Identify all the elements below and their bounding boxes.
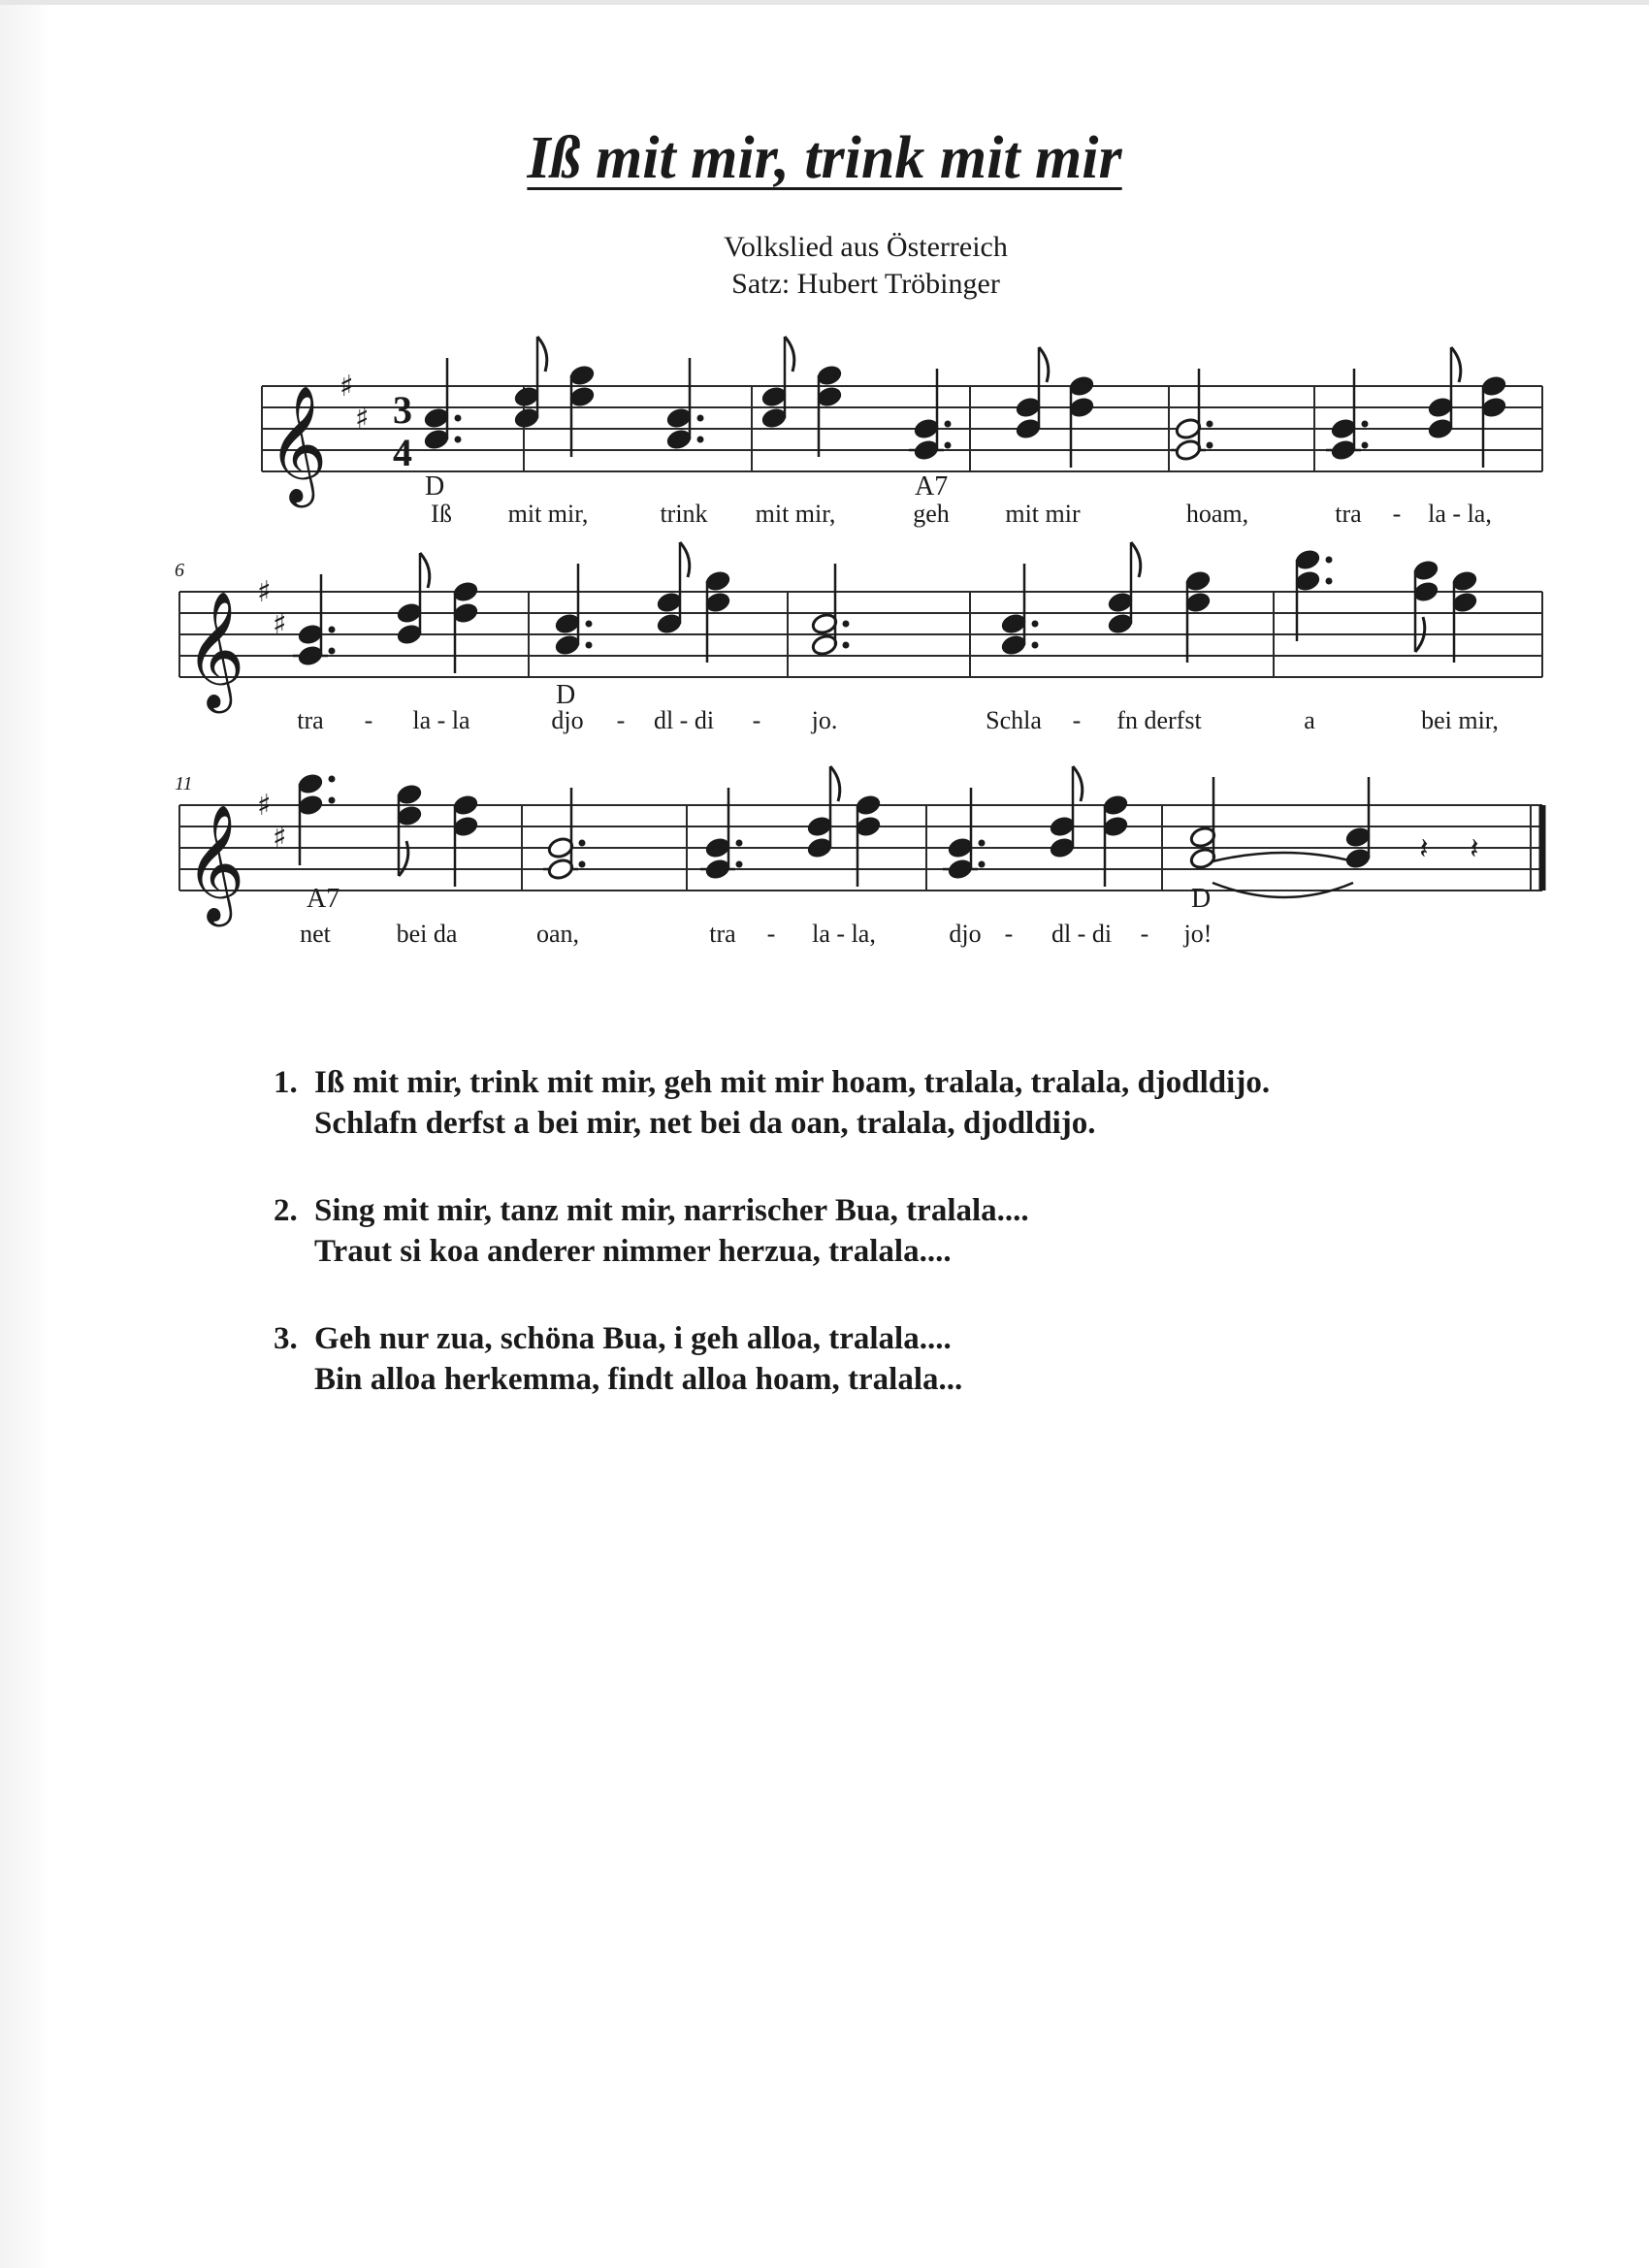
verse-3 <box>274 1318 1270 1400</box>
verse-line: Bin alloa herkemma, findt alloa hoam, tralala... <box>314 1362 963 1397</box>
augmentation-dot <box>579 861 586 868</box>
eighth-flag <box>1073 766 1083 801</box>
treble-clef-icon: 𝄞 <box>268 384 328 502</box>
sharp-icon: ♯ <box>257 575 272 609</box>
augmentation-dot <box>736 861 743 868</box>
augmentation-dot <box>329 648 336 655</box>
verses-block <box>274 1062 1270 1446</box>
augmentation-dot <box>1326 557 1333 564</box>
music-system-1 <box>262 337 1542 528</box>
eighth-flag <box>785 337 794 372</box>
treble-clef-icon: 𝄞 <box>185 803 245 922</box>
eighth-flag <box>1131 542 1141 577</box>
augmentation-dot <box>1362 442 1369 449</box>
lyric-syllable: - <box>1140 920 1149 948</box>
verse-1 <box>274 1062 1270 1144</box>
lyric-syllable: - <box>752 706 761 734</box>
augmentation-dot <box>329 776 336 783</box>
lyric-syllable: trink <box>660 500 708 528</box>
augmentation-dot <box>455 415 462 422</box>
sharp-icon: ♯ <box>273 607 287 641</box>
lyric-syllable: mit mir <box>1005 500 1081 528</box>
lyric-syllable: tra <box>1335 500 1362 528</box>
augmentation-dot <box>945 421 952 428</box>
time-signature-bottom: 4 <box>393 431 412 474</box>
lyric-syllable: Schla <box>986 706 1042 734</box>
song-origin: Volkslied aus Österreich <box>724 231 1008 263</box>
lyric-syllable: djo <box>551 706 584 734</box>
lyric-syllable: - <box>766 920 776 948</box>
eighth-flag <box>420 553 430 588</box>
augmentation-dot <box>586 642 593 649</box>
chord-symbol: D <box>1191 884 1212 914</box>
verse-line: Sing mit mir, tanz mit mir, narrischer Bua, tralala.... <box>314 1193 1029 1228</box>
verse-line: Iß mit mir, trink mit mir, geh mit mir hoam, tralala, tralala, djodldijo. <box>314 1065 1271 1100</box>
lyric-syllable: mit mir, <box>507 500 589 528</box>
verse-line: Traut si koa anderer nimmer herzua, tralala.... <box>314 1234 952 1269</box>
lyric-syllable: dl - di <box>653 706 715 734</box>
lyric-syllable: - <box>616 706 626 734</box>
augmentation-dot <box>329 627 336 633</box>
augmentation-dot <box>843 642 850 649</box>
augmentation-dot <box>697 415 704 422</box>
sharp-icon: ♯ <box>257 789 272 823</box>
tie <box>1212 853 1353 861</box>
augmentation-dot <box>979 861 986 868</box>
lyric-syllable: bei da <box>396 920 458 948</box>
music-system-3 <box>175 766 1542 948</box>
eighth-flag <box>537 337 547 372</box>
verse-line: Geh nur zua, schöna Bua, i geh alloa, tralala.... <box>314 1321 952 1356</box>
lyric-syllable: a <box>1304 706 1315 734</box>
sheet-music-score <box>0 0 1649 980</box>
lyric-syllable: tra <box>297 706 324 734</box>
augmentation-dot <box>843 621 850 628</box>
augmentation-dot <box>1207 421 1213 428</box>
measure-number: 6 <box>175 560 184 581</box>
augmentation-dot <box>579 840 586 847</box>
eighth-flag <box>830 766 840 801</box>
lyric-syllable: Iß <box>431 500 452 528</box>
lyric-syllable: la - la, <box>812 920 876 948</box>
verse-number: 3. <box>274 1321 298 1356</box>
augmentation-dot <box>945 442 952 449</box>
lyric-syllable: - <box>1072 706 1082 734</box>
chord-symbol: D <box>556 680 576 710</box>
lyric-syllable: geh <box>913 500 950 528</box>
eighth-flag <box>1039 347 1049 382</box>
lyric-syllable: hoam, <box>1185 500 1249 528</box>
sharp-icon: ♯ <box>355 402 370 436</box>
augmentation-dot <box>697 437 704 443</box>
lyric-syllable: - <box>364 706 373 734</box>
eighth-flag <box>399 841 408 876</box>
lyric-syllable: net <box>300 920 331 948</box>
sharp-icon: ♯ <box>273 821 287 855</box>
lyric-syllable: la - la <box>412 706 470 734</box>
lyric-syllable: djo <box>949 920 982 948</box>
augmentation-dot <box>586 621 593 628</box>
sharp-icon: ♯ <box>340 370 354 404</box>
augmentation-dot <box>1207 442 1213 449</box>
treble-clef-icon: 𝄞 <box>185 590 245 708</box>
lyric-syllable: dl - di <box>1051 920 1113 948</box>
chord-symbol: A7 <box>915 471 949 502</box>
song-arrangement: Satz: Hubert Tröbinger <box>731 268 1000 300</box>
quarter-rest-icon: 𝄽 <box>1419 832 1429 866</box>
augmentation-dot <box>455 437 462 443</box>
lyric-syllable: oan, <box>535 920 580 948</box>
augmentation-dot <box>736 840 743 847</box>
lyric-syllable: tra <box>709 920 736 948</box>
augmentation-dot <box>1326 578 1333 585</box>
eighth-flag <box>1451 347 1461 382</box>
lyric-syllable: - <box>1004 920 1014 948</box>
lyric-syllable: mit mir, <box>755 500 836 528</box>
verse-line: Schlafn derfst a bei mir, net bei da oan, tralala, djodldijo. <box>314 1106 1096 1141</box>
time-signature-top: 3 <box>393 388 412 432</box>
verse-number: 1. <box>274 1065 298 1100</box>
augmentation-dot <box>979 840 986 847</box>
lyric-syllable: fn derfst <box>1116 706 1202 734</box>
lyric-syllable: la - la, <box>1428 500 1492 528</box>
augmentation-dot <box>1362 421 1369 428</box>
lyric-syllable: bei mir, <box>1421 706 1499 734</box>
music-system-2 <box>175 542 1542 734</box>
augmentation-dot <box>1032 642 1039 649</box>
lyric-syllable: jo! <box>1183 920 1212 948</box>
augmentation-dot <box>329 797 336 804</box>
augmentation-dot <box>1032 621 1039 628</box>
lyric-syllable: - <box>1392 500 1402 528</box>
eighth-flag <box>680 542 690 577</box>
verse-2 <box>274 1190 1270 1272</box>
quarter-rest-icon: 𝄽 <box>1470 832 1479 866</box>
lyric-syllable: jo. <box>811 706 838 734</box>
measure-number: 11 <box>175 773 193 794</box>
chord-symbol: A7 <box>307 884 340 914</box>
song-title: Iß mit mir, trink mit mir <box>527 125 1122 191</box>
chord-symbol: D <box>425 471 445 502</box>
verse-number: 2. <box>274 1193 298 1228</box>
